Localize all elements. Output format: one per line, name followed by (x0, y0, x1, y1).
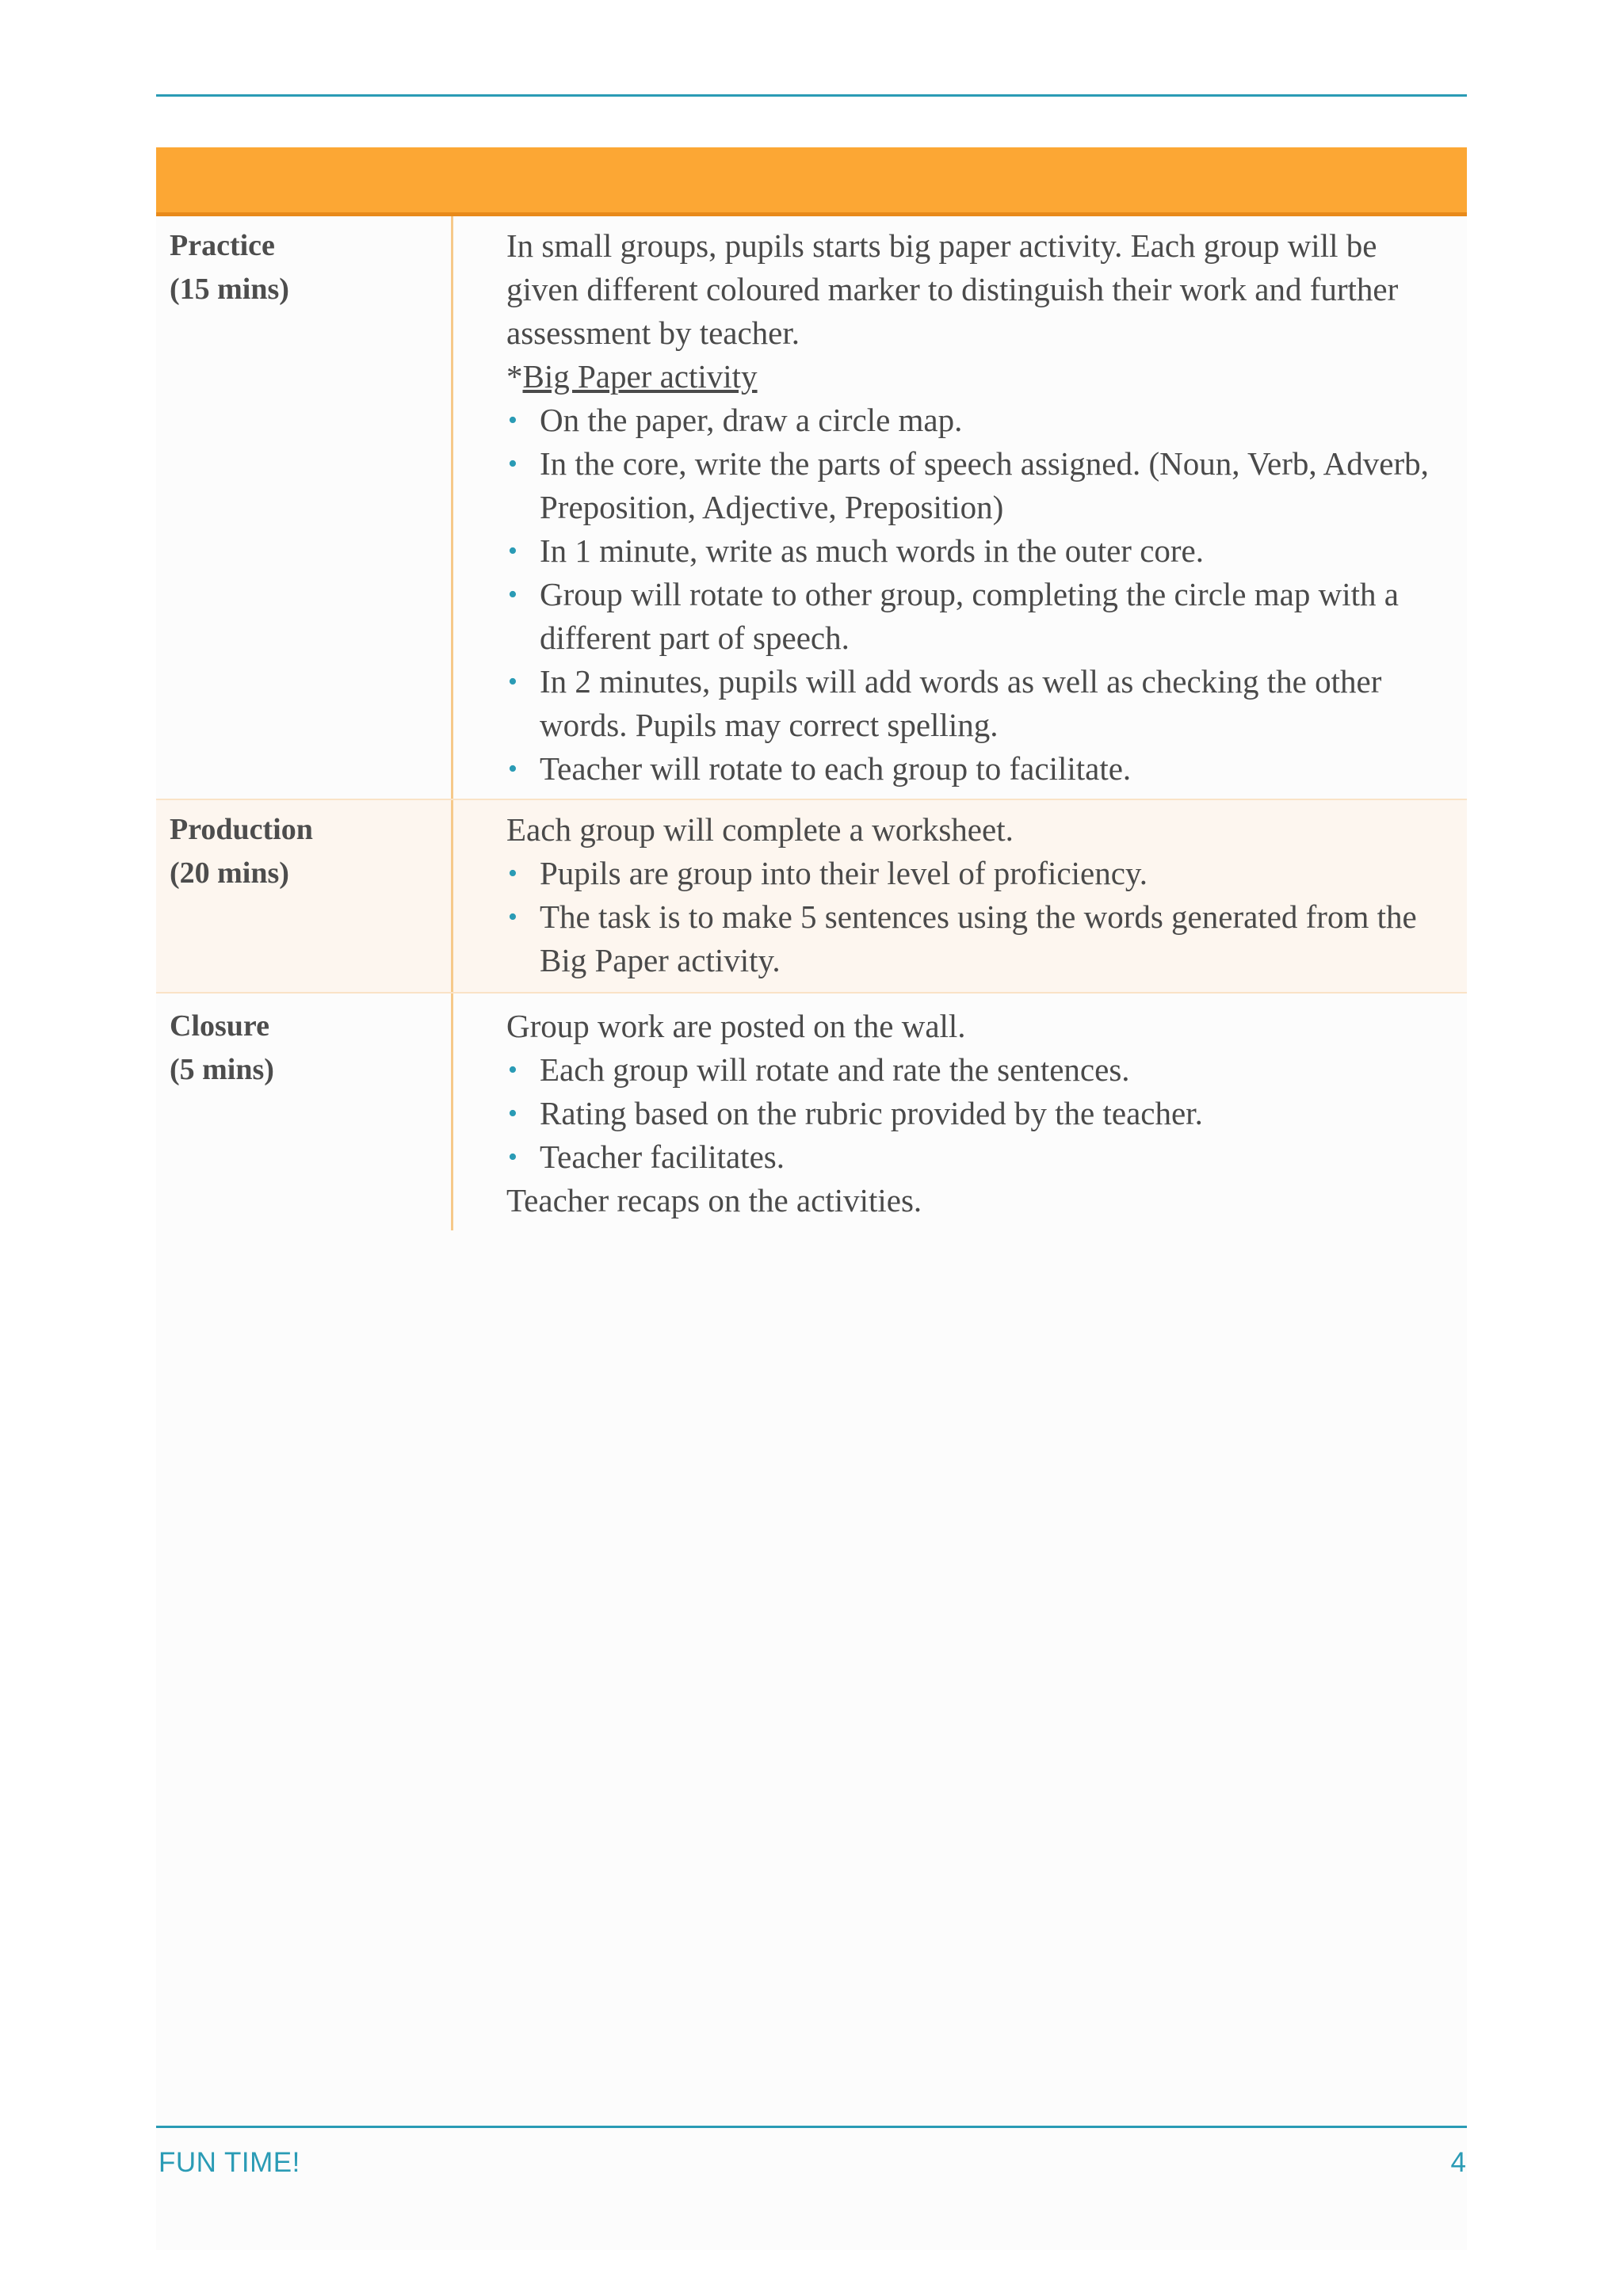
list-item (506, 529, 1443, 573)
list-item-text: Teacher facilitates. (540, 1138, 785, 1175)
top-rule (156, 94, 1467, 97)
list-item-text: Pupils are group into their level of proficiency. (540, 855, 1148, 891)
activity-note (506, 355, 1443, 399)
list-item-text: On the paper, draw a circle map. (540, 402, 963, 438)
footer-title: FUN TIME! (158, 2147, 300, 2178)
bullet-dot-icon: • (508, 580, 517, 609)
activity-intro: Group work are posted on the wall. (506, 1008, 966, 1044)
stage-duration: (20 mins) (170, 856, 289, 890)
list-item (506, 399, 1443, 442)
bullet-dot-icon: • (508, 1142, 517, 1172)
bullet-dot-icon: • (508, 449, 517, 479)
bullet-dot-icon: • (508, 859, 517, 888)
bullet-dot-icon: • (508, 902, 517, 932)
table-row-closure (156, 992, 1467, 1230)
stage-label: Production (170, 813, 313, 846)
lesson-table (156, 147, 1467, 1230)
page-number: 4 (1450, 2147, 1466, 2178)
table-row-production (156, 799, 1467, 992)
list-item-text: Group will rotate to other group, completing the circle map with a different part of speech. (540, 576, 1399, 656)
activity-cell (453, 994, 1467, 1230)
list-item (506, 747, 1443, 791)
stage-cell (156, 800, 453, 992)
stage-cell (156, 994, 453, 1230)
bullet-dot-icon: • (508, 1055, 517, 1085)
bottom-rule (156, 2126, 1467, 2128)
bullet-dot-icon: • (508, 754, 517, 784)
list-item-text: The task is to make 5 sentences using the words generated from the Big Paper activity. (540, 898, 1417, 978)
list-item-text: Teacher will rotate to each group to facilitate. (540, 750, 1132, 787)
activity-cell (453, 800, 1467, 992)
stage-label: Closure (170, 1009, 269, 1043)
activity-outro: Teacher recaps on the activities. (506, 1182, 922, 1219)
list-item (506, 895, 1443, 982)
list-item-text: In 2 minutes, pupils will add words as well as checking the other words. Pupils may correct spelling. (540, 663, 1382, 743)
activity-intro: Each group will complete a worksheet. (506, 811, 1014, 848)
list-item (506, 573, 1443, 660)
list-item (506, 1048, 1443, 1092)
activity-intro: In small groups, pupils starts big paper activity. Each group will be given different coloured marker to distinguish their work and further assessment by teacher. (506, 227, 1399, 351)
table-header-band (156, 147, 1467, 216)
bullet-dot-icon: • (508, 406, 517, 435)
list-item-text: Rating based on the rubric provided by the teacher. (540, 1095, 1203, 1131)
list-item (506, 660, 1443, 747)
bullet-dot-icon: • (508, 667, 517, 696)
list-item-text: Each group will rotate and rate the sentences. (540, 1051, 1130, 1088)
list-item (506, 1092, 1443, 1135)
activity-bullet-list (506, 852, 1443, 982)
bullet-dot-icon: • (508, 1099, 517, 1128)
stage-label: Practice (170, 229, 275, 262)
stage-duration: (15 mins) (170, 273, 289, 306)
list-item (506, 442, 1443, 529)
activity-bullet-list (506, 399, 1443, 791)
note-prefix: * (506, 358, 523, 395)
stage-cell (156, 216, 453, 799)
stage-duration: (5 mins) (170, 1053, 274, 1086)
list-item-text: In 1 minute, write as much words in the outer core. (540, 532, 1204, 569)
bullet-dot-icon: • (508, 536, 517, 566)
table-row-practice (156, 216, 1467, 799)
list-item (506, 852, 1443, 895)
activity-cell (453, 216, 1467, 799)
big-paper-activity-link: Big Paper activity (522, 358, 758, 395)
list-item (506, 1135, 1443, 1179)
list-item-text: In the core, write the parts of speech assigned. (Noun, Verb, Adverb, Preposition, Adjective, Preposition) (540, 445, 1429, 525)
activity-bullet-list (506, 1048, 1443, 1179)
